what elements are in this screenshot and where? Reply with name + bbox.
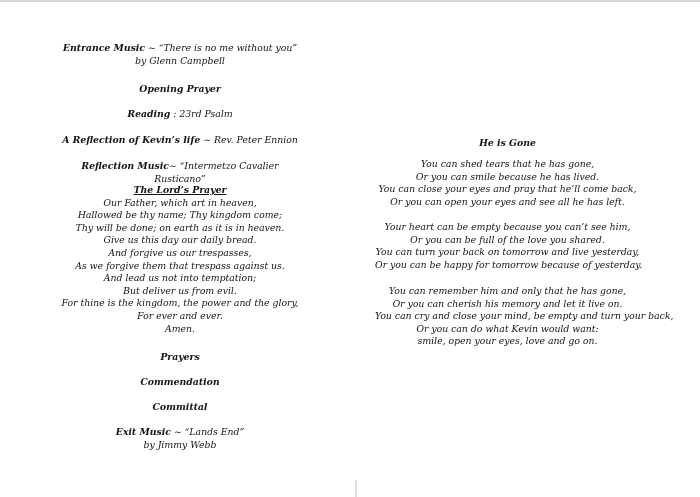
poem-line: You can remember him and only that he has gone, <box>388 286 627 297</box>
reading-label: Reading <box>127 109 171 120</box>
lords-prayer-line: Thy will be done; on earth as it is in heaven. <box>75 222 285 234</box>
reflection-music-line <box>60 161 300 186</box>
poem-line: You can turn your back on tomorrow and live yesterday, <box>375 247 640 259</box>
poem-line: You can close your eyes and pray that he’ll come back, <box>378 184 637 196</box>
lords-prayer-heading: The Lord’s Prayer <box>133 185 227 196</box>
lords-prayer-line: Our Father, which art in heaven, <box>103 197 257 209</box>
reflection-of-life-label: A Reflection of Kevin’s life <box>62 135 201 146</box>
committal-heading: Committal <box>152 402 208 413</box>
exit-music-artist: by Jimmy Webb <box>143 439 217 451</box>
lords-prayer-line: For ever and ever. <box>137 310 223 322</box>
opening-prayer-heading: Opening Prayer <box>139 84 221 95</box>
entrance-music-section <box>60 43 300 68</box>
lords-prayer-line: As we forgive them that trespass against us. <box>75 260 285 272</box>
poem-line: smile, open your eyes, love and go on. <box>417 336 598 348</box>
reading-line <box>60 109 300 122</box>
lords-prayer-line: And lead us not into temptation; <box>103 273 257 285</box>
poem-line: Or you can be happy for tomorrow because of yesterday. <box>375 259 643 271</box>
prayers-heading: Prayers <box>160 352 200 363</box>
poem-stanza-1 <box>375 159 640 209</box>
poem-page <box>375 0 674 497</box>
poem-line: Your heart can be empty because you can’t see him, <box>384 222 631 233</box>
lords-prayer-line: Hallowed be thy name; Thy kingdom come; <box>77 210 283 222</box>
order-of-service-page <box>60 0 300 497</box>
reflection-music-text: ~ “Intermetzo Cavalier Rusticano” <box>154 161 279 185</box>
lords-prayer-line: Give us this day our daily bread. <box>103 235 257 247</box>
lords-prayer-line: For thine is the kingdom, the power and the glory, <box>61 298 299 310</box>
entrance-music-label: Entrance Music <box>62 43 146 54</box>
poem-stanza-3 <box>375 286 674 349</box>
poem-line: You can shed tears that he has gone, <box>420 159 595 170</box>
poem-line: Or you can do what Kevin would want: <box>416 323 599 335</box>
poem-line: You can cry and close your mind, be empty and turn your back, <box>375 311 674 323</box>
lords-prayer-section <box>60 185 300 336</box>
reading-text: : 23rd Psalm <box>170 109 233 120</box>
entrance-music-artist: by Glenn Campbell <box>135 55 225 67</box>
poem-stanza-2 <box>375 222 643 272</box>
exit-music-label: Exit Music <box>115 427 171 438</box>
exit-music-section <box>60 427 300 452</box>
poem-line: Or you can smile because he has lived. <box>415 171 600 183</box>
entrance-music-title: ~ “There is no me without you” <box>145 43 298 54</box>
reflection-music-label: Reflection Music <box>81 161 169 172</box>
exit-music-title: ~ “Lands End” <box>170 427 245 438</box>
booklet-fold <box>355 480 357 497</box>
poem-title: He is Gone <box>479 138 536 149</box>
lords-prayer-line: And forgive us our trespasses, <box>108 247 252 259</box>
poem-line: Or you can be full of the love you shared. <box>410 234 605 246</box>
lords-prayer-line: But deliver us from evil. <box>123 285 237 297</box>
poem-line: Or you can open your eyes and see all he has left. <box>390 196 625 208</box>
reflection-of-life-text: ~ Rev. Peter Ennion <box>200 135 298 146</box>
commendation-heading: Commendation <box>140 377 220 388</box>
lords-prayer-line: Amen. <box>165 323 195 335</box>
poem-line: Or you can cherish his memory and let it live on. <box>392 298 623 310</box>
reflection-of-life-line <box>60 135 300 148</box>
